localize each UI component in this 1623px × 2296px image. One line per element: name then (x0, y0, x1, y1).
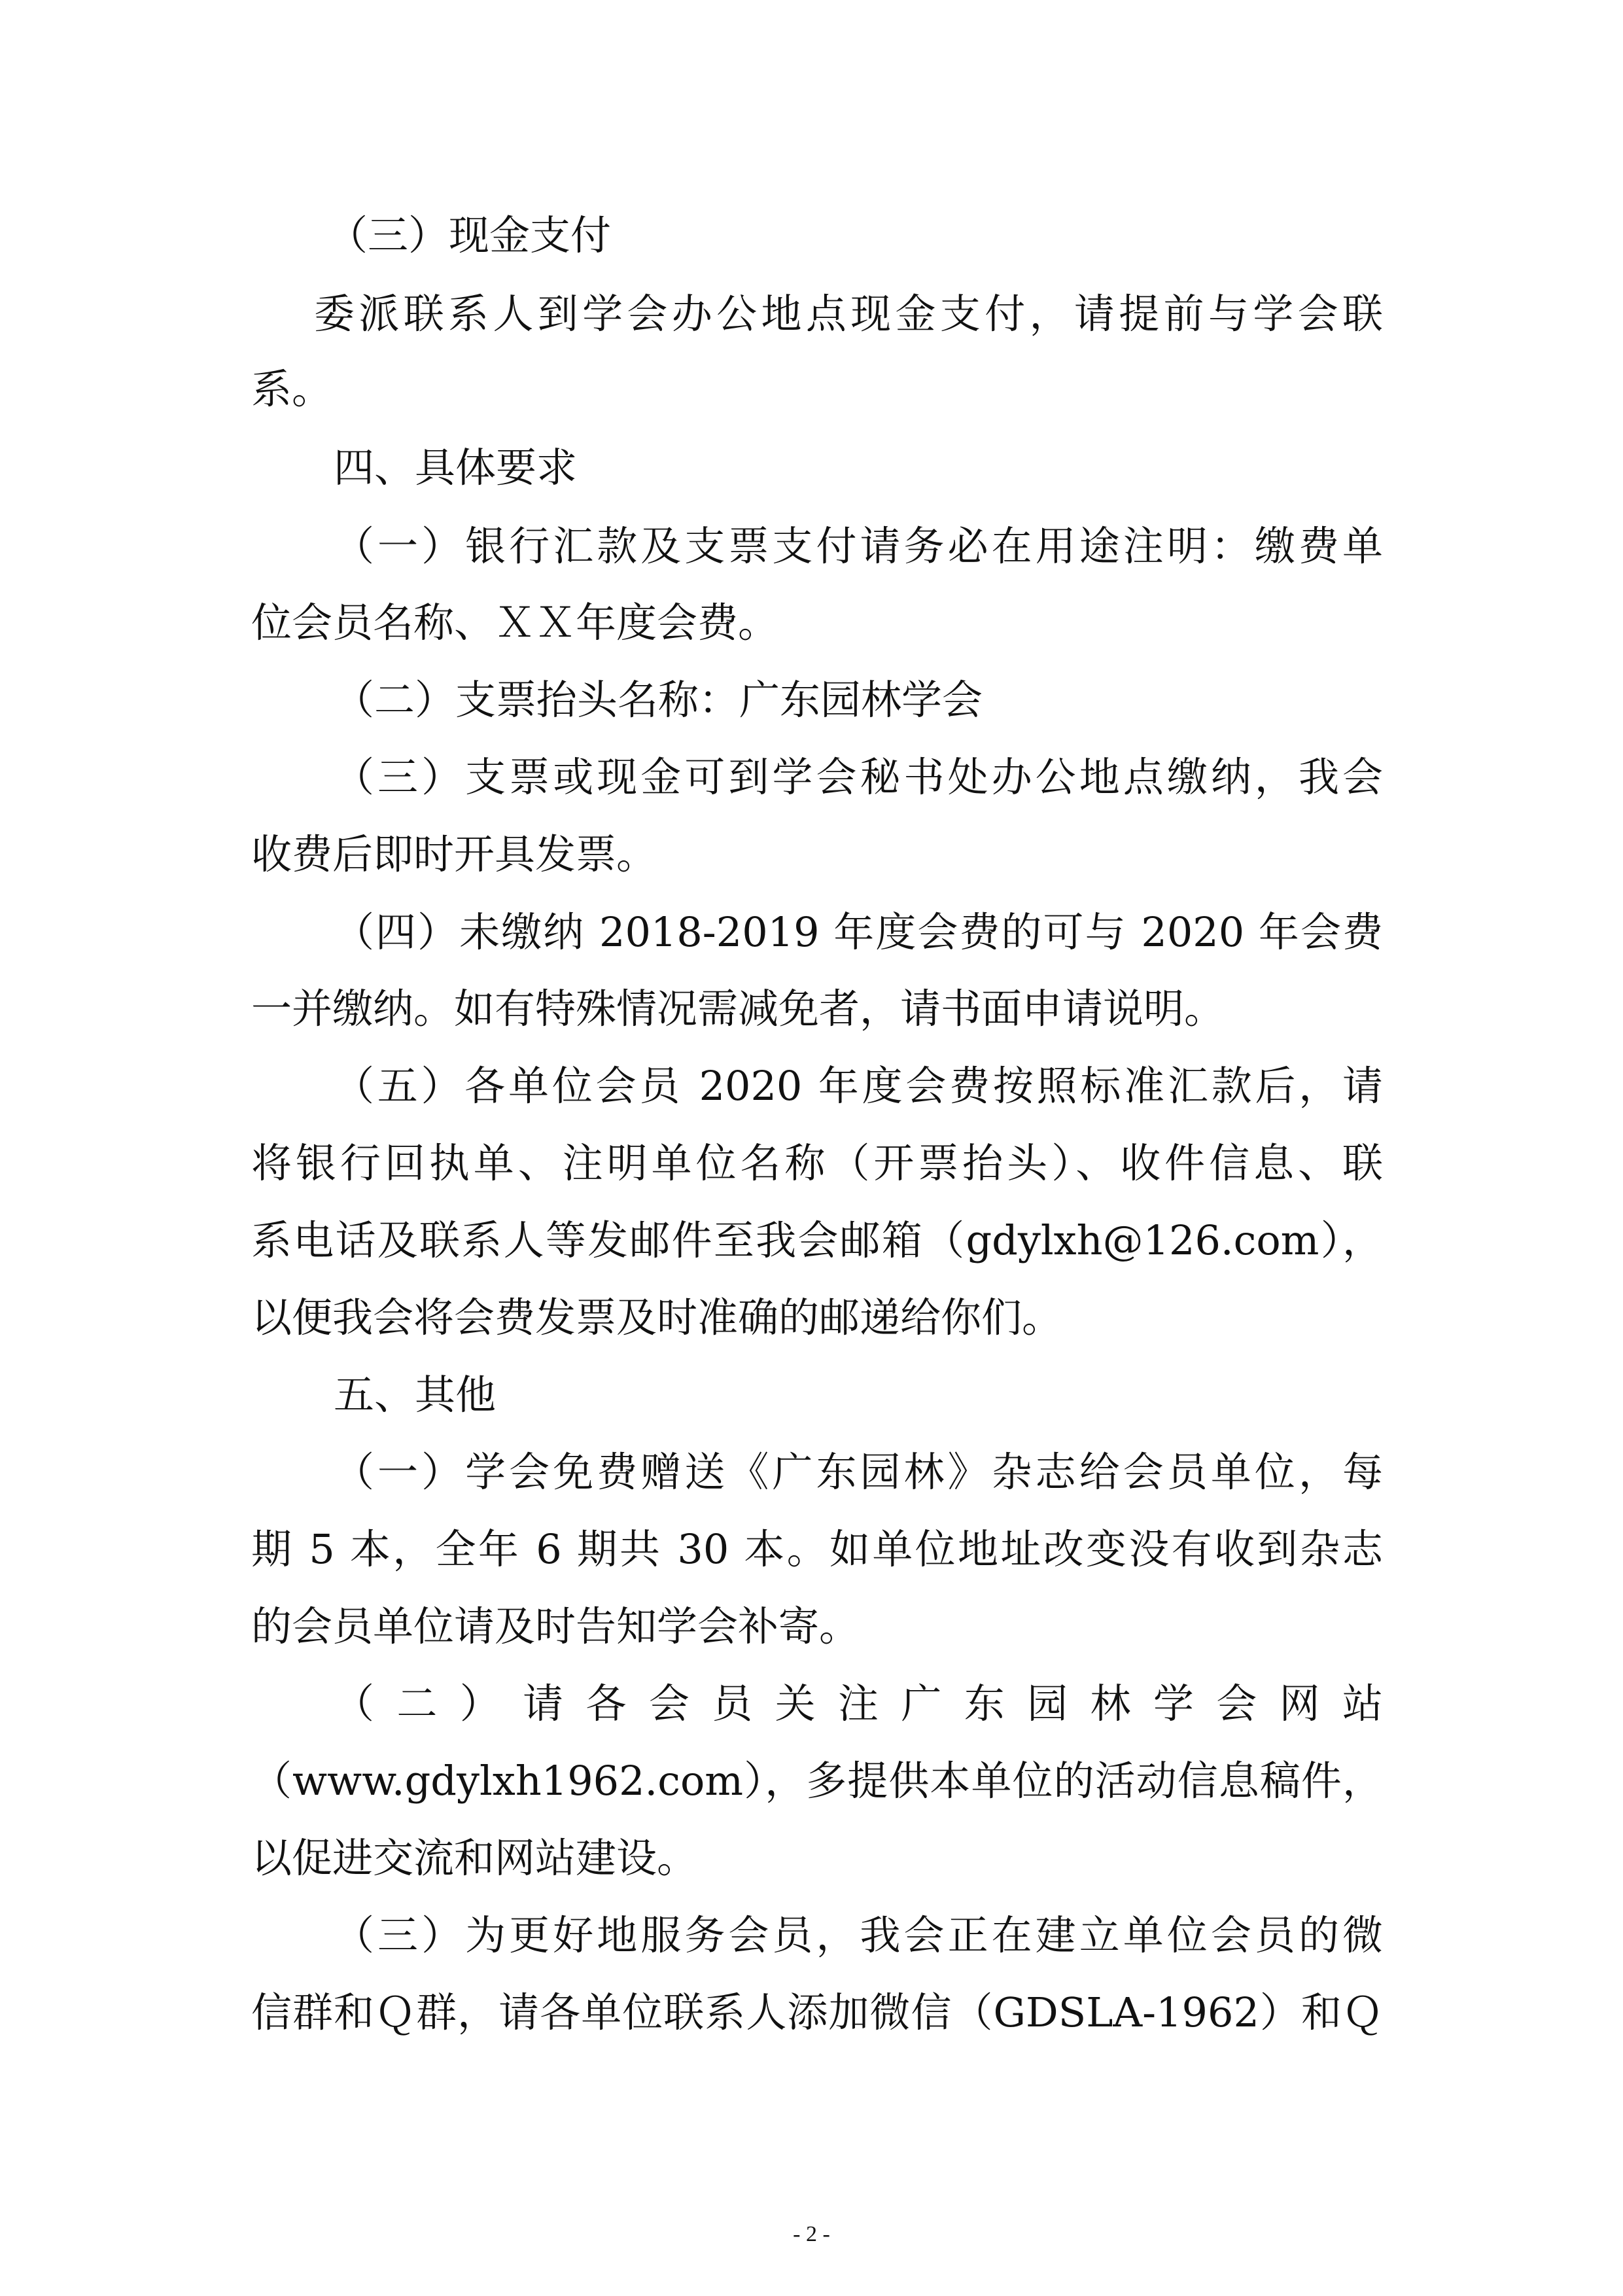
paragraph-line: 收费后即时开具发票。 (251, 830, 657, 878)
paragraph-line: 以促进交流和网站建设。 (251, 1834, 698, 1882)
paragraph-line: （二）请各会员关注广东园林学会网站 (334, 1680, 1383, 1727)
paragraph-line: 期 5 本，全年 6 期共 30 本。如单位地址改变没有收到杂志 (251, 1525, 1383, 1573)
paragraph-line: （三）为更好地服务会员，我会正在建立单位会员的微 (334, 1911, 1383, 1959)
paragraph-line: （一）银行汇款及支票支付请务必在用途注明：缴费单 (334, 522, 1383, 570)
paragraph-line: （二）支票抬头名称：广东园林学会 (334, 676, 983, 724)
paragraph-line: 位会员名称、ＸＸ年度会费。 (251, 599, 779, 646)
paragraph-line: （www.gdylxh1962.com），多提供本单位的活动信息稿件， (251, 1757, 1383, 1805)
paragraph-line: 系电话及联系人等发邮件至我会邮箱（gdylxh@126.com）， (251, 1216, 1383, 1264)
paragraph-line: 一并缴纳。如有特殊情况需减免者，请书面申请说明。 (251, 985, 1225, 1033)
paragraph-line: （五）各单位会员 2020 年度会费按照标准汇款后，请 (334, 1062, 1383, 1110)
paragraph-line: 将银行回执单、注明单位名称（开票抬头）、收件信息、联 (251, 1139, 1383, 1187)
paragraph-line: （一）学会免费赠送《广东园林》杂志给会员单位，每 (334, 1448, 1383, 1496)
paragraph-line: 以便我会将会费发票及时准确的邮递给你们。 (251, 1294, 1063, 1341)
paragraph-line: 信群和Ｑ群，请各单位联系人添加微信（GDSLA-1962）和Ｑ (251, 1988, 1383, 2036)
heading-cash-payment: （三）现金支付 (327, 211, 612, 259)
paragraph-line: 系。 (251, 365, 333, 413)
paragraph-line: （三）支票或现金可到学会秘书处办公地点缴纳，我会 (334, 753, 1383, 801)
paragraph-line: 委派联系人到学会办公地点现金支付，请提前与学会联 (314, 290, 1383, 338)
paragraph-line: 的会员单位请及时告知学会补寄。 (251, 1602, 860, 1650)
section-heading-other: 五、其他 (334, 1371, 497, 1419)
page-number: - 2 - (793, 2222, 830, 2246)
paragraph-line: （四）未缴纳 2018-2019 年度会费的可与 2020 年会费 (334, 908, 1383, 956)
section-heading-requirements: 四、具体要求 (334, 444, 578, 491)
